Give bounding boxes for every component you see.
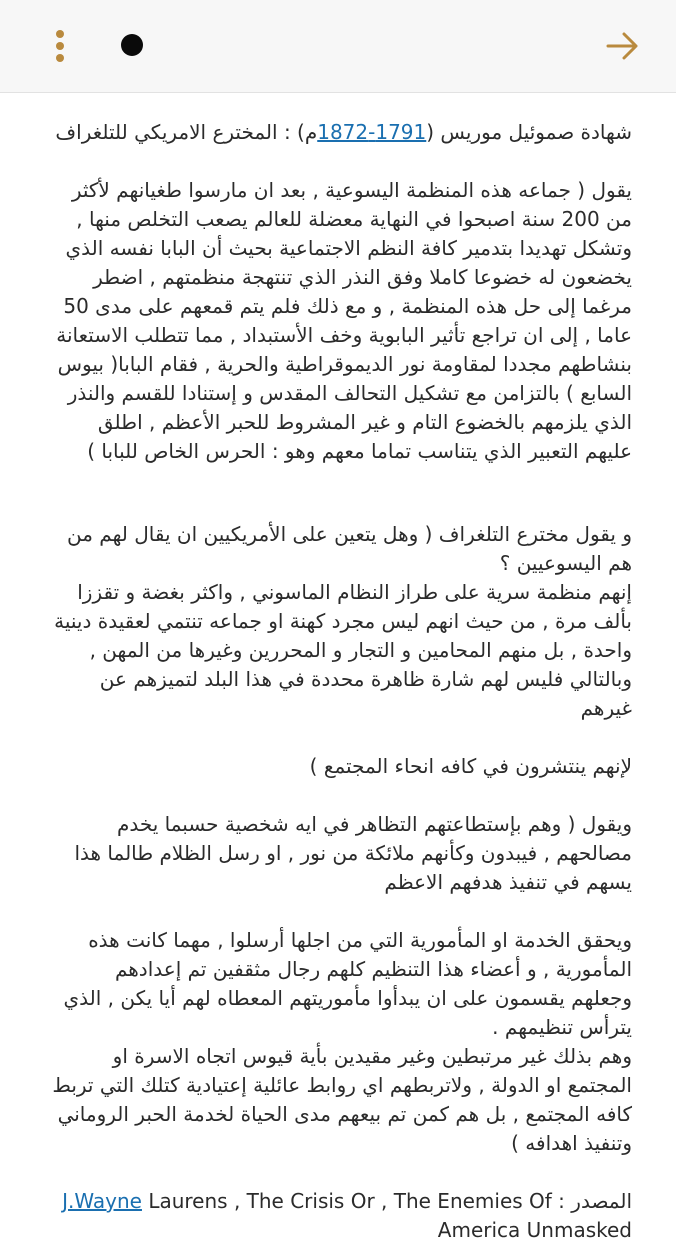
record-dot-icon [121, 34, 143, 56]
article-body [52, 118, 632, 1245]
paragraph-4: ويقول ( وهم بإستطاعتهم التظاهر في ايه شخصية حسبما يخدم مصالحهم , فيبدون وكأنهم ملائكة من نور , او رسل الظلام طالما هذا يسهم في تنفيذ هدفهم الاعظم [74, 812, 632, 894]
article-heading: شهادة صموئيل موريس (1791-1872م) : المخترع الامريكي للتلغراف [55, 120, 632, 144]
top-toolbar [0, 0, 676, 93]
paragraph-5: ويحقق الخدمة او المأمورية التي من اجلها أرسلوا , مهما كانت هذه المأمورية , و أعضاء هذا التنظيم كلهم رجال مثقفين تم إعدادهم وجعلهم يقسمون على ان يبدأوا مأموريتهم المعطاه لهم أيا يكن , الذي يترأس تنظيمهم . وهم بذلك غير مرتبطين وغير مقيدين بأية قيوس اتجاه الاسرة او المجتمع او الدولة , ولاتربطهم اي روابط عائلية إعتيادية كتلك التي تربط كافه المجتمع , بل هم كمن تم بيعهم مدى الحياة لخدمة الحبر الروماني وتنفيذ اهدافه ) [52, 928, 632, 1155]
paragraph-2: و يقول مخترع التلغراف ( وهل يتعين على الأمريكيين ان يقال لهم من هم اليسوعيين ؟ إنهم منظمة سرية على طراز النظام الماسوني , واكثر بغضة و تقززا بألف مرة , من حيث انهم ليس مجرد كهنة او جماعه تنتمي لعقيدة دينية واحدة , بل منهم المحامين و التجار و المحررين وغيرها من المهن , وبالتالي فليس لهم شارة ظاهرة محددة في هذا البلد لتميزهم عن غيرهم [54, 522, 632, 720]
arrow-right-icon[interactable] [602, 26, 642, 66]
years-link[interactable]: 1791-1872 [317, 120, 427, 144]
vertical-dots-icon[interactable] [52, 26, 68, 66]
source-citation: المصدر : J.Wayne Laurens , The Crisis Or , The Enemies Of America Unmasked [62, 1189, 632, 1242]
paragraph-1: يقول ( جماعه هذه المنظمة اليسوعية , بعد ان مارسوا طغيانهم لأكثر من 200 سنة اصبحوا في النهاية معضلة للعالم يصعب التخلص منها , وتشكل تهديدا بتدمير كافة النظم الاجتماعية بحيث أن البابا نفسه الذي يخضعون له خضوعا كاملا وفق النذر الذي تنتهجة منظمتهم , اضطر مرغما إلى حل هذه المنظمة , و مع ذلك فلم يتم قمعهم على مدى 50 عاما , إلى ان تراجع تأثير البابوية وخف الأستبداد , مما تتطلب الاستعانة بنشاطهم مجددا لمقاومة نور الديموقراطية والحرية , فقام البابا( بيوس السابع ) بالتزامن مع تشكيل التحالف المقدس و إستنادا للقسم والنذر الذي يلزمهم بالخضوع التام و غير المشروط للحبر الأعظم , اطلق عليهم التعبير الذي يتناسب تماما معهم وهو : الحرس الخاص للبابا ) [56, 178, 632, 463]
source-author-link[interactable]: J.Wayne [62, 1189, 142, 1213]
paragraph-3: لإنهم ينتشرون في كافه انحاء المجتمع ) [309, 754, 632, 778]
